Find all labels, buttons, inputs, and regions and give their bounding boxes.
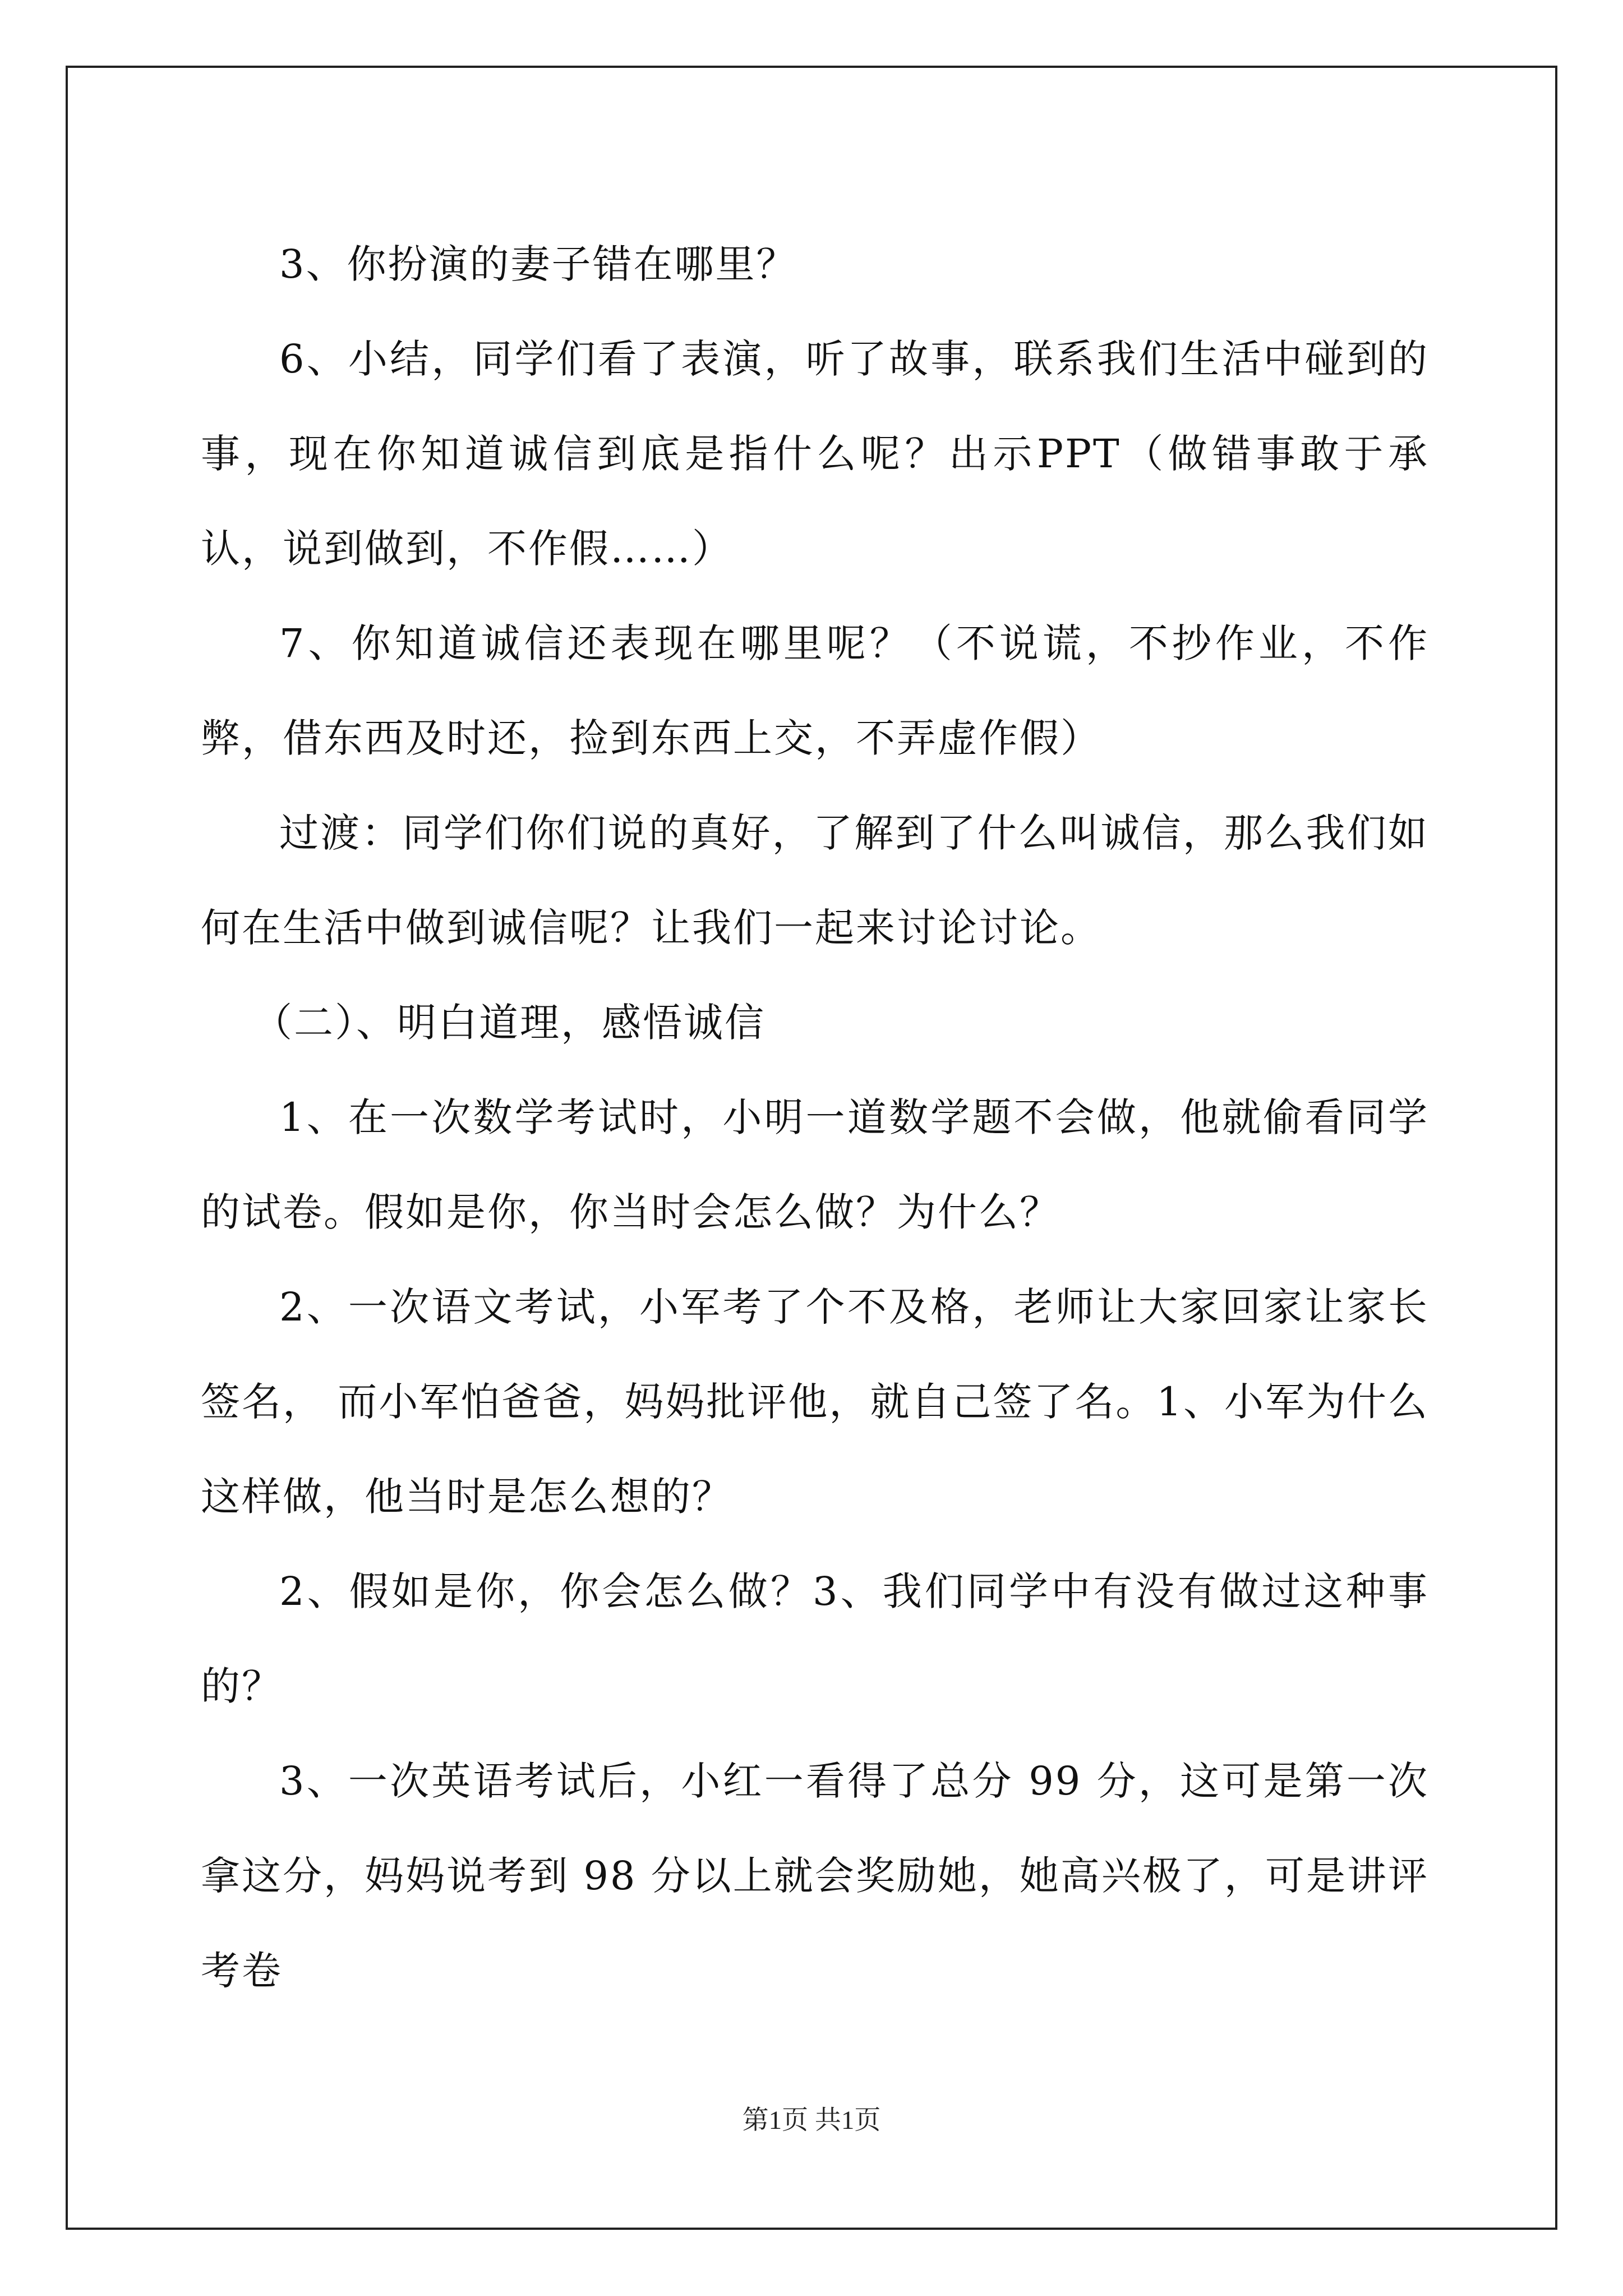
paragraph: 1、在一次数学考试时，小明一道数学题不会做，他就偷看同学的试卷。假如是你，你当时会怎么做？为什么？ [201,1094,1429,1235]
paragraph: 7、你知道诚信还表现在哪里呢？（不说谎，不抄作业，不作弊，借东西及时还，捡到东西上交，不弄虚作假） [201,620,1429,761]
paragraph: 过渡：同学们你们说的真好，了解到了什么叫诚信，那么我们如何在生活中做到诚信呢？让我们一起来讨论讨论。 [201,810,1429,951]
paragraph: 3、你扮演的妻子错在哪里？ [279,241,797,287]
paragraph: 6、小结，同学们看了表演，听了故事，联系我们生活中碰到的事，现在你知道诚信到底是指什么呢？出示PPT（做错事敢于承认，说到做到，不作假……） [201,336,1429,572]
paragraph: 3、一次英语考试后，小红一看得了总分 99 分，这可是第一次拿这分，妈妈说考到 98 分以上就会奖励她，她高兴极了，可是讲评考卷 [201,1758,1429,1994]
paragraph: 2、假如是你，你会怎么做？3、我们同学中有没有做过这种事的？ [201,1568,1429,1709]
paragraph: 2、一次语文考试，小军考了个不及格，老师让大家回家让家长签名， 而小军怕爸爸，妈妈批评他，就自己签了名。1、小军为什么这样做，他当时是怎么想的？ [201,1284,1429,1520]
page-footer: 第1页 共1页 [742,2106,881,2135]
section-heading: （二）、明白道理，感悟诚信 [253,1000,766,1046]
document-body [201,217,1429,2018]
